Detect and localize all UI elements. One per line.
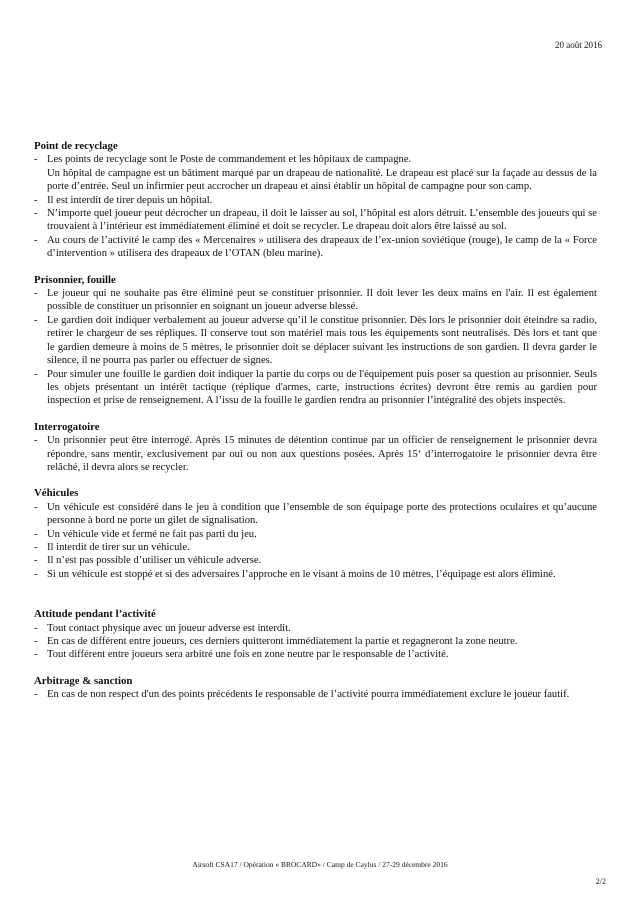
list-item: - Tout contact physique avec un joueur adverse est interdit. [34,622,291,634]
list-item: - N’importe quel joueur peut décrocher un drapeau, il doit le laisser au sol, l’hôpital est alors détruit. L’ensemble des joueurs qui se trouvaient à l’intérieur est immédiatement éliminé et doit se recycler. Le drapeau doit alors être laissé au sol. [34,208,597,233]
list-item: - Au cours de l’activité le camp des « Mercenaires » utilisera des drapeaux de l’ex-union soviétique (rouge), le camp de la « Force d’intervention » utilisera des drapeaux de l’OTAN (bleu marine). [34,234,597,260]
item-list [34,622,597,662]
list-item: - Tout différent entre joueurs sera arbitré une fois en zone neutre par le responsable de l’activité. [34,649,449,661]
section-prisonnier-fouille [34,274,597,408]
list-item: - Le joueur qui ne souhaite pas être éliminé peut se constituer prisonnier. Il doit lever les deux mains en l'air. Il est également possible de constituer un prisonnier en soignant un joueur adverse blessé. [34,288,597,313]
list-item: - En cas de non respect d'un des points précédents le responsable de l’activité pourra immédiatement exclure le joueur fautif. [34,689,570,701]
list-item: - Pour simuler une fouille le gardien doit indiquer la partie du corps ou de l'équipement puis poser sa question au prisonnier. Seuls les objets présentant un intérêt tactique (réplique d'armes, carte, instructions écrites) devront être remis au gardien pour inspection et prise de renseignement. A l’issu de la fouille le gardien rendra au prisonnier l’intégralité des objets inspectés. [34,368,597,407]
list-item-continuation: Un hôpital de campagne est un bâtiment marqué par un drapeau de nationalité. Le drapeau est placé sur la façade au dessus de la porte d’entrée. Seul un infirmier peut accrocher un drapeau et ainsi établir un hôpital de campagne pour son camp. [47,167,597,193]
document-body [34,140,597,715]
list-item: - Un véhicule est considéré dans le jeu à condition que l’ensemble de son équipage porte des protections oculaires et qu’aucune personne à bord ne porte un gilet de signalisation. [34,501,597,527]
list-item: - Il est interdit de tirer depuis un hôpital. [34,194,213,206]
list-item: - Le gardien doit indiquer verbalement au joueur adverse qu’il le constitue prisonnier. Dès lors le prisonnier doit éteindre sa radio, retirer le chargeur de ses répliques. Il conserve tout son matériel mais tous les équipements sont neutralisés. Dès lors et tant que le gardien demeure à moins de 5 mètres, le prisonnier doit se déplacer suivant les instructions de son gardien. Il devra garder le silence, il ne pourra pas parler ou effectuer de signes. [34,314,597,367]
section-title: Interrogatoire [34,420,100,433]
list-item: - Si un véhicule est stoppé et si des adversaires l’approche en le visant à moins de 10 mètres, l’équipage est alors éliminé. [34,568,556,580]
item-list [34,287,597,408]
list-item: - Il interdit de tirer sur un véhicule. [34,541,190,553]
item-list [34,501,597,581]
item-list [34,153,597,260]
list-item: - Les points de recyclage sont le Poste de commandement et les hôpitaux de campagne. Un hôpital de campagne est un bâtiment marqué par un drapeau de nationalité. Le drapeau est placé sur la façade au dessus de la porte d’entrée. Seul un infirmier peut accrocher un drapeau et ainsi établir un hôpital de campagne pour son camp. [34,154,597,193]
section-title: Attitude pendant l’activité [34,608,156,621]
section-title: Véhicules [34,487,79,500]
section-vehicules [34,487,597,581]
section-title: Arbitrage & sanction [34,674,133,687]
section-title: Prisonnier, fouille [34,273,116,286]
list-item: - En cas de différent entre joueurs, ces derniers quitteront immédiatement la partie et regagneront la zone neutre. [34,636,518,647]
list-item: - Il n’est pas possible d’utiliser un véhicule adverse. [34,555,262,567]
document-date: 20 août 2016 [555,40,602,50]
section-attitude [34,608,597,662]
section-arbitrage [34,675,597,702]
list-item: - Un prisonnier peut être interrogé. Après 15 minutes de détention continue par un officier de renseignement le prisonnier devra répondre, sans mentir, exclusivement par oui ou non aux questions posées. Après 15‘ d’interrogatoire le prisonnier devra être relâché, il devra alors se recycler. [34,435,597,473]
page-footer: Airsoft CSA17 / Opération « BROCARD» / Camp de Caylus / 27-29 décembre 2016 [192,860,448,869]
section-title: Point de recyclage [34,140,118,152]
item-list [34,434,597,474]
list-item: - Un véhicule vide et fermé ne fait pas parti du jeu. [34,528,257,540]
section-point-de-recyclage [34,140,597,261]
section-interrogatoire [34,421,597,475]
page-number: 2/2 [595,877,606,886]
item-list [34,688,597,701]
